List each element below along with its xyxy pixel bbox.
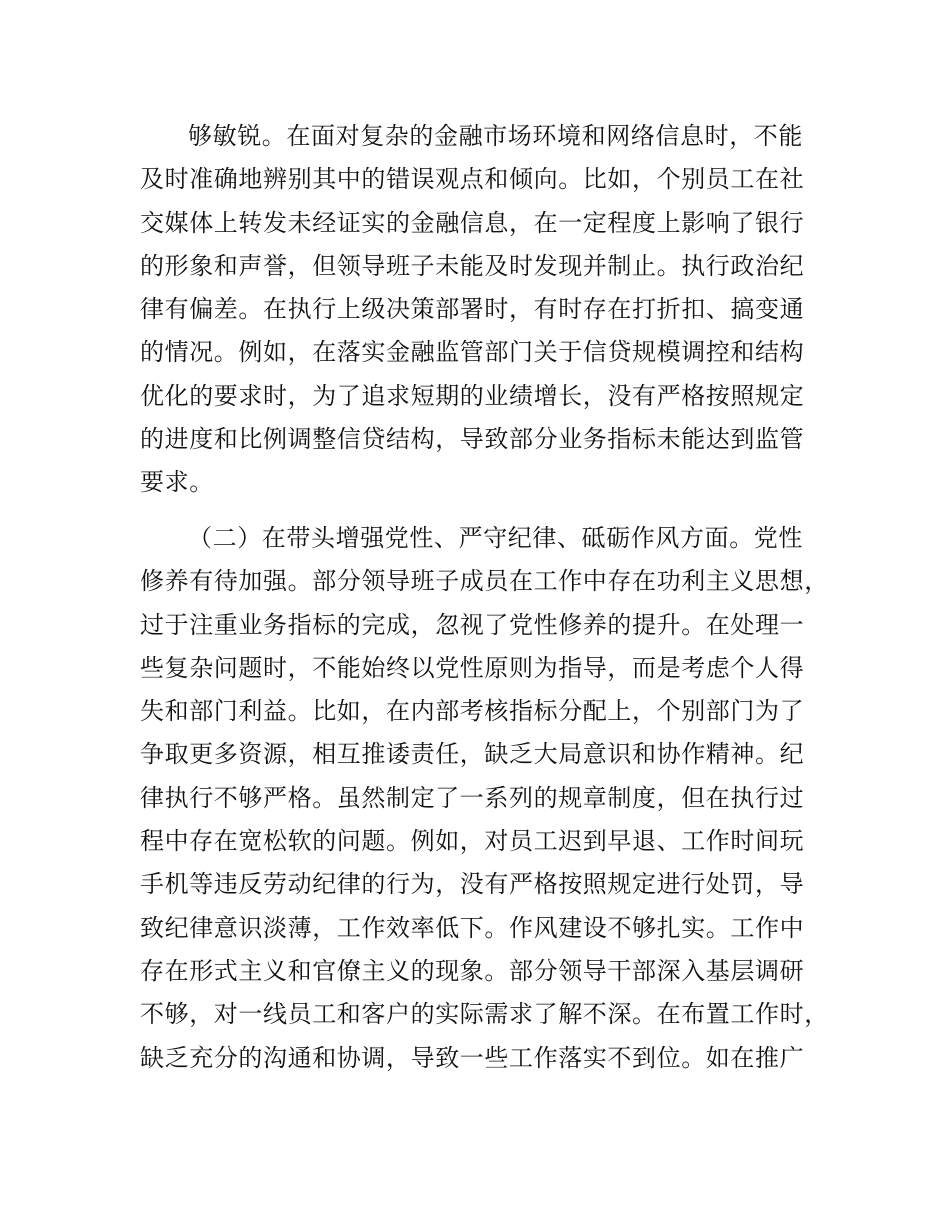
paragraph-line: 些复杂问题时，不能始终以党性原则为指导，而是考虑个人得 (140, 653, 805, 682)
paragraph-line: 优化的要求时，为了追求短期的业绩增长，没有严格按照规定 (140, 381, 805, 410)
paragraph-line: 够敏锐。在面对复杂的金融市场环境和网络信息时，不能 (188, 122, 803, 150)
paragraph-line: （二）在带头增强党性、严守纪律、砥砺作风方面。党性 (188, 524, 803, 552)
paragraph-line: 的情况。例如，在落实金融监管部门关于信贷规模调控和结构 (140, 338, 805, 367)
paragraph-line: 程中存在宽松软的问题。例如，对员工迟到早退、工作时间玩 (140, 827, 805, 856)
paragraph-line: 过于注重业务指标的完成，忽视了党性修养的提升。在处理一 (140, 610, 805, 639)
paragraph-line: 交媒体上转发未经证实的金融信息，在一定程度上影响了银行 (140, 208, 805, 237)
paragraph-line: 手机等违反劳动纪律的行为，没有严格按照规定进行处罚，导 (140, 870, 805, 899)
paragraph-line: 律有偏差。在执行上级决策部署时，有时存在打折扣、搞变通 (140, 295, 805, 324)
paragraph-2 (140, 517, 840, 1080)
paragraph-line: 致纪律意识淡薄，工作效率低下。作风建设不够扎实。工作中 (140, 913, 805, 942)
paragraph-line: 的形象和声誉，但领导班子未能及时发现并制止。执行政治纪 (140, 251, 805, 280)
paragraph-line: 存在形式主义和官僚主义的现象。部分领导干部深入基层调研 (140, 956, 805, 985)
paragraph-line: 要求。 (140, 468, 214, 497)
paragraph-line: 争取更多资源，相互推诿责任，缺乏大局意识和协作精神。纪 (140, 740, 805, 769)
paragraph-line: 律执行不够严格。虽然制定了一系列的规章制度，但在执行过 (140, 783, 805, 812)
paragraph-line: 及时准确地辨别其中的错误观点和倾向。比如，个别员工在社 (140, 165, 805, 194)
paragraph-line: 缺乏充分的沟通和协调，导致一些工作落实不到位。如在推广 (140, 1043, 805, 1072)
paragraph-line: 失和部门利益。比如，在内部考核指标分配上，个别部门为了 (140, 697, 805, 726)
paragraph-line: 修养有待加强。部分领导班子成员在工作中存在功利主义思想， (140, 567, 829, 596)
paragraph-1 (140, 115, 840, 505)
paragraph-line: 的进度和比例调整信贷结构，导致部分业务指标未能达到监管 (140, 425, 805, 454)
paragraph-line: 不够，对一线员工和客户的实际需求了解不深。在布置工作时， (140, 1000, 829, 1029)
